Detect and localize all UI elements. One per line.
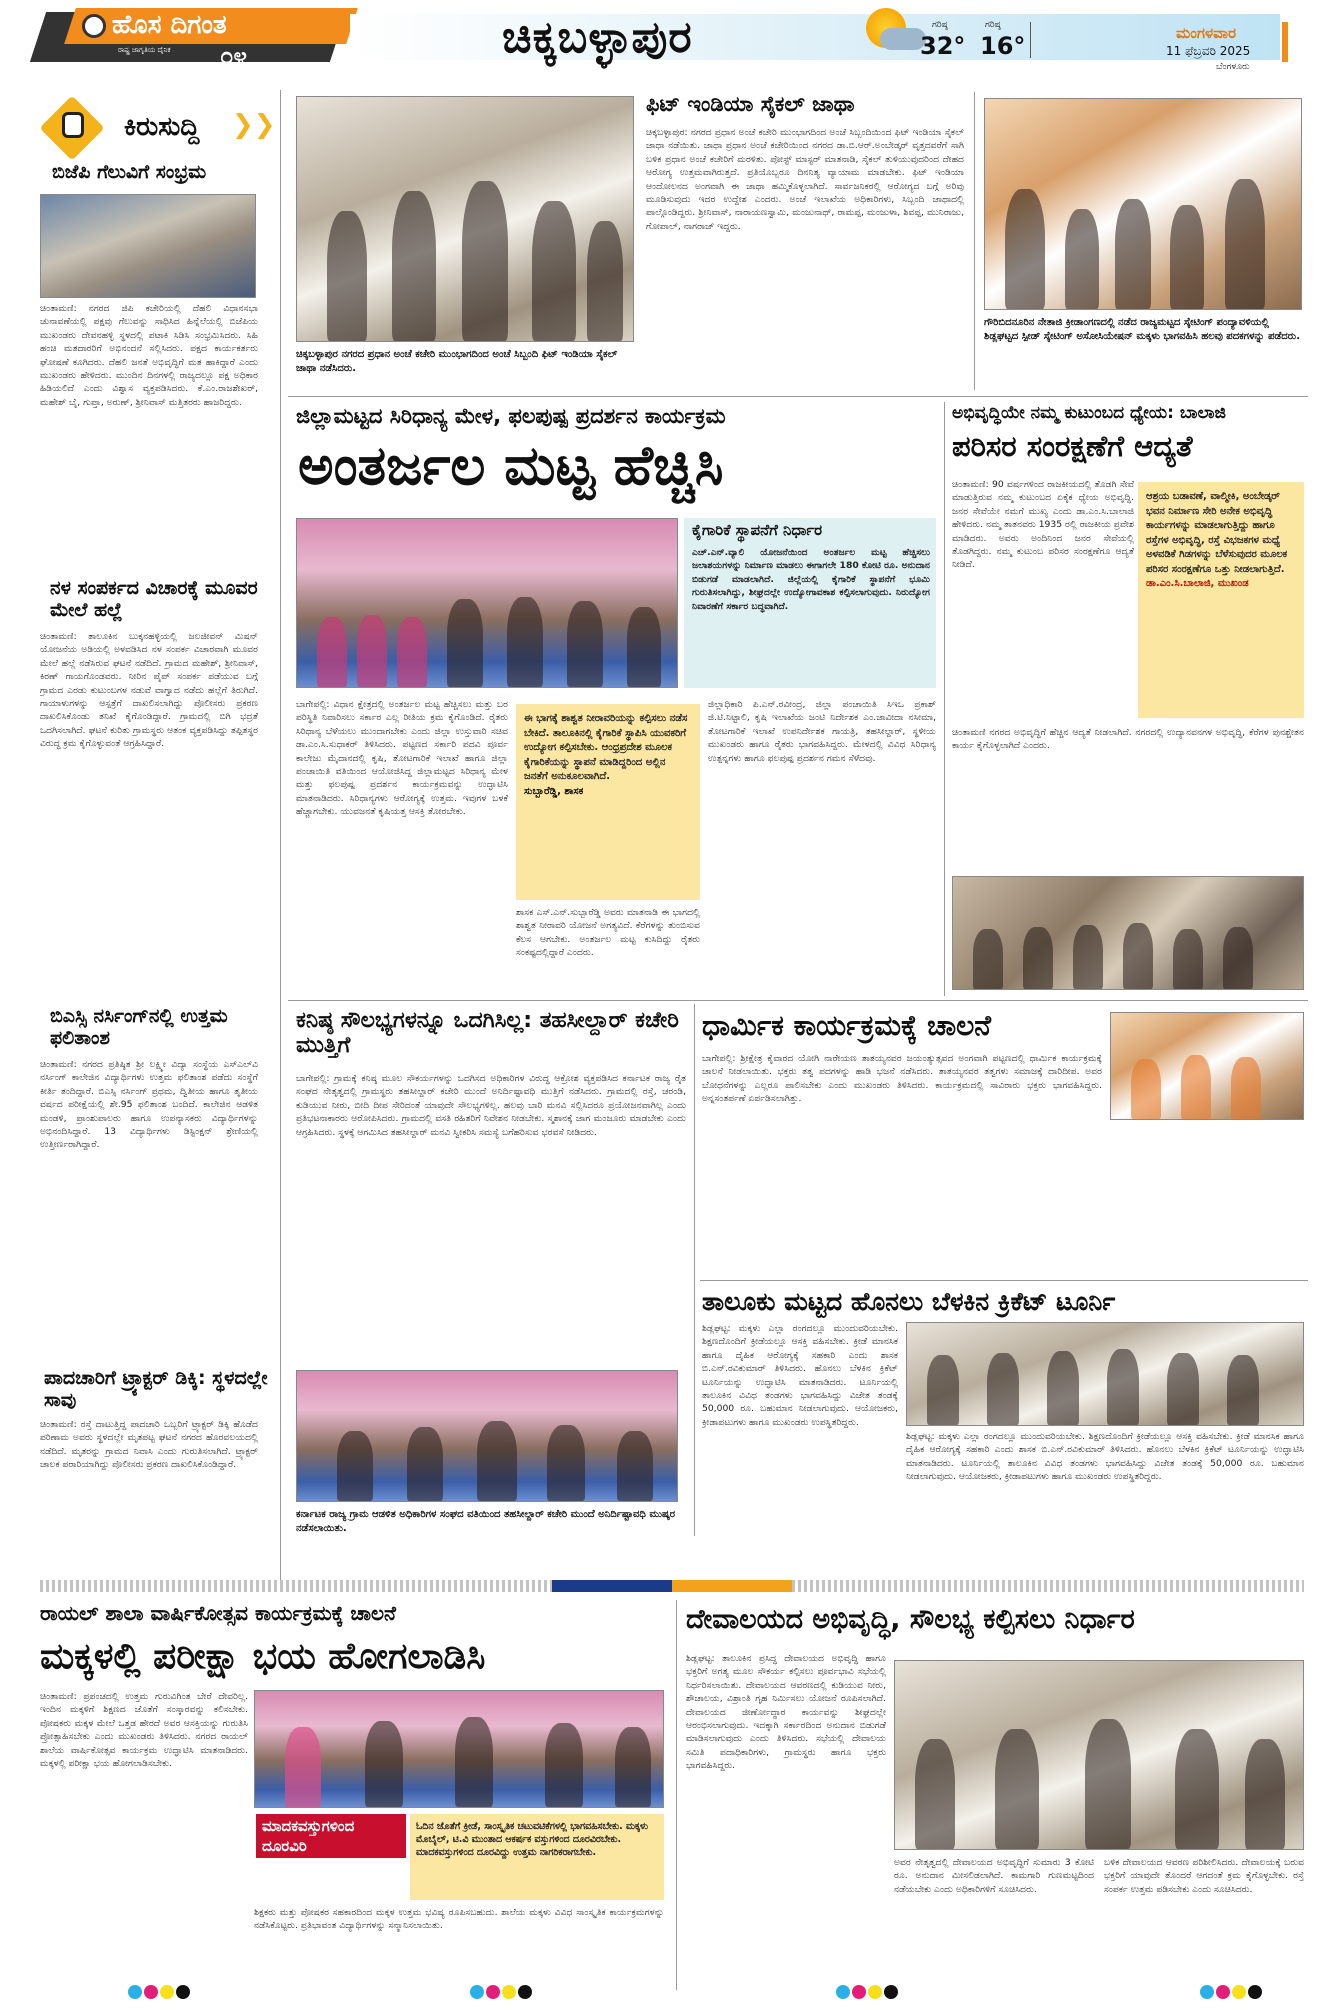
dharmika-photo — [1110, 1012, 1304, 1120]
royal-quote-box — [410, 1814, 664, 1900]
brand-name: ಹೊಸ ದಿಗಂತ — [112, 10, 227, 40]
parisara-kicker: ಅಭಿವೃದ್ಧಿಯೇ ನಮ್ಮ ಕುಟುಂಬದ ಧ್ಯೇಯ: ಬಾಲಾಜಿ — [952, 403, 1226, 423]
brief-2-headline: ನಳ ಸಂಪರ್ಕದ ವಿಚಾರಕ್ಕೆ ಮೂವರ ಮೇಲೆ ಹಲ್ಲೆ — [50, 577, 258, 621]
registration-mark — [836, 1985, 850, 1999]
lead-kicker: ಜಿಲ್ಲಾಮಟ್ಟದ ಸಿರಿಧಾನ್ಯ ಮೇಳ, ಫಲಪುಷ್ಪ ಪ್ರದರ್ಶನ ಕಾರ್ಯಕ್ರಮ — [296, 404, 726, 428]
lead-body-2: ಶಾಸಕ ಎಸ್.ಎನ್.ಸುಬ್ಬಾರೆಡ್ಡಿ ಅವರು ಮಾತನಾಡಿ ಈ ಭಾಗದಲ್ಲಿ ಶಾಶ್ವತ ನೀರಾವರಿ ಯೋಜನೆ ಅಗತ್ಯವಿದೆ. ಕೆರೆಗಳನ್ನು ತುಂಬಿಸುವ ಕೆಲಸ ಆಗಬೇಕು. ಅಂತರ್ಜಲ ಮಟ್ಟ ಕುಸಿದಿದ್ದು ರೈತರು ಸಂಕಷ್ಟದಲ್ಲಿದ್ದಾರೆ ಎಂದರು. — [516, 907, 700, 959]
lead-quote-byline: ಸುಬ್ಬಾರೆಡ್ಡಿ, ಶಾಸಕ — [524, 785, 584, 797]
royal-body-2: ಶಿಕ್ಷಕರು ಮತ್ತು ಪೋಷಕರ ಸಹಕಾರದಿಂದ ಮಕ್ಕಳ ಉತ್ತಮ ಭವಿಷ್ಯ ರೂಪಿಸಬಹುದು. ಶಾಲೆಯ ಮಕ್ಕಳು ವಿವಿಧ ಸಾಂಸ್ಕೃತಿಕ ಕಾರ್ಯಕ್ರಮಗಳನ್ನು ನಡೆಸಿಕೊಟ್ಟರು. ಪ್ರತಿಭಾವಂತ ವಿದ್ಯಾರ್ಥಿಗಳನ್ನು ಸನ್ಮಾನಿಸಲಾಯಿತು. — [254, 1907, 664, 1932]
lead-quote-text: ಈ ಭಾಗಕ್ಕೆ ಶಾಶ್ವತ ನೀರಾವರಿಯನ್ನು ಕಲ್ಪಿಸಲು ನಡೆಸ ಬೇಕಿದೆ. ತಾಲೂಕಿನಲ್ಲಿ ಕೈಗಾರಿಕೆ ಸ್ಥಾಪಿಸಿ ಯುವಕರಿಗೆ ಉದ್ಯೋಗ ಕಲ್ಪಿಸಬೇಕು. ಆಂಧ್ರಪ್ರದೇಶ ಮೂಲಕ ಕೈಗಾರಿಕೆಯನ್ನು ಸ್ಥಾಪನೆ ಮಾಡಿದ್ದರಿಂದ ಅಲ್ಲಿನ ಜನತೆಗೆ ಅನುಕೂಲವಾಗಿದೆ. — [524, 713, 688, 782]
lead-headline: ಅಂತರ್ಜಲ ಮಟ್ಟ ಹೆಚ್ಚಿಸಿ — [298, 433, 724, 497]
masthead-day: ಮಂಗಳವಾರ — [1176, 24, 1237, 42]
registration-mark — [1248, 1985, 1262, 1999]
parisara-quote-box — [1138, 482, 1304, 718]
temple-body-2: ಅವರ ನೇತೃತ್ವದಲ್ಲಿ ದೇವಾಲಯದ ಅಭಿವೃದ್ಧಿಗೆ ಸುಮಾರು 3 ಕೋಟಿ ರೂ. ಅನುದಾನ ಮೀಸಲಿಡಲಾಗಿದೆ. ಕಾಮಗಾರಿ ಗುಣಮಟ್ಟದಿಂದ ನಡೆಯಬೇಕು ಎಂದು ಅಧಿಕಾರಿಗಳಿಗೆ ಸೂಚಿಸಿದರು. — [894, 1857, 1094, 1895]
dharmika-headline: ಧಾರ್ಮಿಕ ಕಾರ್ಯಕ್ರಮಕ್ಕೆ ಚಾಲನೆ — [702, 1009, 991, 1042]
registration-mark — [470, 1985, 484, 1999]
page-number: ೦೪ — [220, 42, 247, 70]
max-temp-label: ಗರಿಷ್ಠ — [932, 20, 948, 30]
masthead-divider — [1030, 22, 1031, 58]
kanishta-body: ಬಾಗೇಪಲ್ಲಿ: ಗ್ರಾಮಕ್ಕೆ ಕನಿಷ್ಠ ಮೂಲ ಸೌಕರ್ಯಗಳನ್ನು ಒದಗಿಸದ ಅಧಿಕಾರಿಗಳ ವಿರುದ್ಧ ಆಕ್ರೋಶ ವ್ಯಕ್ತಪಡಿಸಿದ ಕರ್ನಾಟಕ ರಾಜ್ಯ ರೈತ ಸಂಘದ ನೇತೃತ್ವದಲ್ಲಿ ಗ್ರಾಮಸ್ಥರು ತಹಸೀಲ್ದಾರ್ ಕಚೇರಿ ಮುಂದೆ ಅನಿರ್ದಿಷ್ಟಾವಧಿ ಮುತ್ತಿಗೆ ನಡೆಸಿದರು. ಗ್ರಾಮದಲ್ಲಿ ರಸ್ತೆ, ಚರಂಡಿ, ಕುಡಿಯುವ ನೀರು, ಬೀದಿ ದೀಪ ಸೇರಿದಂತೆ ಯಾವುದೇ ಸೌಲಭ್ಯಗಳಿಲ್ಲ. ಹಲವು ಬಾರಿ ಮನವಿ ಸಲ್ಲಿಸಿದರೂ ಪ್ರಯೋಜನವಾಗಿಲ್ಲ ಎಂದು ಪ್ರತಿಭಟನಾಕಾರರು ಆರೋಪಿಸಿದರು. ಗ್ರಾಮದಲ್ಲಿ ವಸತಿ ರಹಿತರಿಗೆ ನಿವೇಶನ ನೀಡಬೇಕು. ಸ್ಮಶಾನಕ್ಕೆ ಜಾಗ ಮಂಜೂರು ಮಾಡಬೇಕು ಎಂದು ಆಗ್ರಹಿಸಿದರು. ಸ್ಥಳಕ್ಕೆ ಆಗಮಿಸಿದ ತಹಸೀಲ್ದಾರ್ ಮನವಿ ಸ್ವೀಕರಿಸಿ ಸಮಸ್ಯೆ ಬಗೆಹರಿಸುವ ಭರವಸೆ ನೀಡಿದರು. — [296, 1073, 686, 1138]
brief-1-photo — [40, 194, 256, 298]
registration-mark — [868, 1985, 882, 1999]
cricket-photo — [906, 1322, 1304, 1426]
brief-2-body: ಚಿಂತಾಮಣಿ: ತಾಲೂಕಿನ ಬುಕ್ಕನಹಳ್ಳಿಯಲ್ಲಿ ಜಲಜೀವನ್ ಮಿಷನ್ ಯೋಜನೆಯ ಅಡಿಯಲ್ಲಿ ಅಳವಡಿಸಿದ ನಳ ಸಂಪರ್ಕ ವಿಚಾರವಾಗಿ ಮೂವರ ಮೇಲೆ ಹಲ್ಲೆ ನಡೆಸಿರುವ ಘಟನೆ ನಡೆದಿದೆ. ಗ್ರಾಮದ ಮಹೇಶ್, ಶ್ರೀನಿವಾಸ್, ಕಿರಣ್ ಗಾಯಗೊಂಡವರು. ನೀರಿನ ಪೈಪ್ ಸಂಪರ್ಕ ಪಡೆಯುವ ಬಗ್ಗೆ ಗ್ರಾಮದ ಎರಡು ಕುಟುಂಬಗಳ ನಡುವೆ ವಾಗ್ವಾದ ನಡೆದು ಹಲ್ಲೆಗೆ ತಿರುಗಿದೆ. ಗಾಯಾಳುಗಳನ್ನು ಆಸ್ಪತ್ರೆಗೆ ದಾಖಲಿಸಲಾಗಿದ್ದು ಪೊಲೀಸರು ಪ್ರಕರಣ ದಾಖಲಿಸಿಕೊಂಡು ತನಿಖೆ ಕೈಗೊಂಡಿದ್ದಾರೆ. ಗ್ರಾಮದಲ್ಲಿ ಬಿಗಿ ಭದ್ರತೆ ಒದಗಿಸಲಾಗಿದೆ. ಘಟನೆ ಕುರಿತು ಗ್ರಾಮಸ್ಥರು ಆತಂಕ ವ್ಯಕ್ತಪಡಿಸಿದ್ದು ತಪ್ಪಿತಸ್ಥರ ವಿರುದ್ಧ ಕ್ರಮ ಕೈಗೊಳ್ಳುವಂತೆ ಆಗ್ರಹಿಸಿದ್ದಾರೆ. — [40, 631, 258, 750]
masthead-sky-band — [350, 14, 1280, 60]
registration-mark — [128, 1985, 142, 1999]
temple-photo — [894, 1660, 1304, 1850]
brief-4-headline: ಪಾದಚಾರಿಗೆ ಟ್ರ್ಯಾಕ್ಟರ್ ಡಿಕ್ಕಿ: ಸ್ಥಳದಲ್ಲೇ ಸಾವು — [44, 1367, 268, 1411]
registration-mark — [518, 1985, 532, 1999]
min-temp: 16° — [980, 32, 1026, 60]
lead-quote-box — [516, 704, 700, 900]
parisara-headline: ಪರಿಸರ ಸಂರಕ್ಷಣೆಗೆ ಆದ್ಯತೆ — [952, 429, 1193, 463]
registration-mark — [144, 1985, 158, 1999]
cycle-body: ಚಿಕ್ಕಬಳ್ಳಾಪುರ: ನಗರದ ಪ್ರಧಾನ ಅಂಚೆ ಕಚೇರಿ ಮುಂಭಾಗದಿಂದ ಅಂಚೆ ಸಿಬ್ಬಂದಿಯಿಂದ ಫಿಟ್ ಇಂಡಿಯಾ ಸೈಕಲ್ ಜಾಥಾ ನಡೆಯಿತು. ಜಾಥಾ ಪ್ರಧಾನ ಅಂಚೆ ಕಚೇರಿಯಿಂದ ನಗರದ ಡಾ.ಬಿ.ಆರ್.ಅಂಬೇಡ್ಕರ್ ವೃತ್ತದವರೆಗೆ ಸಾಗಿ ಬಳಿಕ ಪ್ರಧಾನ ಅಂಚೆ ಕಚೇರಿಗೆ ಮರಳಿತು. ಪೋಸ್ಟ್ ಮಾಸ್ಟರ್ ಮಾತನಾಡಿ, ಸೈಕಲ್ ತುಳಿಯುವುದರಿಂದ ದೇಹದ ಆರೋಗ್ಯ ಉತ್ತಮವಾಗಿರುತ್ತದೆ. ಪ್ರತಿಯೊಬ್ಬರೂ ದಿನನಿತ್ಯ ವ್ಯಾಯಾಮ ಮಾಡಬೇಕು. ಫಿಟ್ ಇಂಡಿಯಾ ಆಂದೋಲನದ ಅಂಗವಾಗಿ ಈ ಜಾಥಾ ಹಮ್ಮಿಕೊಳ್ಳಲಾಗಿದೆ. ಸಾರ್ವಜನಿಕರಲ್ಲಿ ಆರೋಗ್ಯದ ಬಗ್ಗೆ ಅರಿವು ಮೂಡಿಸುವುದು ಇದರ ಉದ್ದೇಶ ಎಂದರು. ಅಂಚೆ ಇಲಾಖೆಯ ಅಧಿಕಾರಿಗಳು, ಸಿಬ್ಬಂದಿ ಜಾಥಾದಲ್ಲಿ ಪಾಲ್ಗೊಂಡಿದ್ದರು. ಶ್ರೀನಿವಾಸ್, ನಾರಾಯಣಸ್ವಾಮಿ, ಮಂಜುನಾಥ್, ರಾಮಪ್ಪ, ಮಂಜುಳಾ, ಶಿವಪ್ಪ, ಮುನಿರಾಜು, ಗೋಪಾಲ್, ನಾಗರಾಜ್ ಇದ್ದರು. — [646, 127, 964, 232]
registration-mark — [1232, 1985, 1246, 1999]
brand-logo-icon — [82, 14, 106, 38]
brief-4-body: ಚಿಂತಾಮಣಿ: ರಸ್ತೆ ದಾಟುತ್ತಿದ್ದ ಪಾದಚಾರಿ ಒಬ್ಬರಿಗೆ ಟ್ರ್ಯಾಕ್ಟರ್ ಡಿಕ್ಕಿ ಹೊಡೆದ ಪರಿಣಾಮ ಅವರು ಸ್ಥಳದಲ್ಲೇ ಮೃತಪಟ್ಟ ಘಟನೆ ನಗರದ ಹೊರವಲಯದಲ್ಲಿ ನಡೆದಿದೆ. ಮೃತರನ್ನು ಗ್ರಾಮದ ನಿವಾಸಿ ಎಂದು ಗುರುತಿಸಲಾಗಿದೆ. ಟ್ರ್ಯಾಕ್ಟರ್ ಚಾಲಕ ಪರಾರಿಯಾಗಿದ್ದು ಪೊಲೀಸರು ಪ್ರಕರಣ ದಾಖಲಿಸಿಕೊಂಡಿದ್ದಾರೆ. — [40, 1419, 258, 1471]
registration-mark — [486, 1985, 500, 1999]
hand-pointing-icon — [62, 112, 84, 138]
skating-photo — [984, 98, 1302, 310]
cycle-caption: ಚಿಕ್ಕಬಳ್ಳಾಪುರ ನಗರದ ಪ್ರಧಾನ ಅಂಚೆ ಕಚೇರಿ ಮುಂಭಾಗದಿಂದ ಅಂಚೆ ಸಿಬ್ಬಂದಿ ಫಿಟ್ ಇಂಡಿಯಾ ಸೈಕಲ್ ಜಾಥಾ ನಡೆಸಿದರು. — [296, 349, 618, 374]
brief-3-headline: ಬಿಎಸ್ಸಿ ನರ್ಸಿಂಗ್‌ನಲ್ಲಿ ಉತ್ತಮ ಫಲಿತಾಂಶ — [50, 1005, 228, 1049]
parisara-body: ಚಿಂತಾಮಣಿ: 90 ವರ್ಷಗಳಿಂದ ರಾಜಕೀಯದಲ್ಲಿ ತೊಡಗಿ ಸೇವೆ ಮಾಡುತ್ತಿರುವ ನಮ್ಮ ಕುಟುಂಬದ ಏಕೈಕ ಧ್ಯೇಯ ಅಭಿವೃದ್ಧಿ. ಜನರ ಸೇವೆಯೇ ನಮಗೆ ಮುಖ್ಯ ಎಂದು ಡಾ.ಎಂ.ಸಿ.ಬಾಲಾಜಿ ಹೇಳಿದರು. ನಮ್ಮ ತಾತನವರು 1935 ರಲ್ಲಿ ರಾಜಕೀಯ ಪ್ರವೇಶ ಮಾಡಿದರು. ಅವರು ಅಂದಿನಿಂದ ಜನರ ಸೇವೆಯಲ್ಲಿ ತೊಡಗಿದ್ದರು. ನಮ್ಮ ಕುಟುಂಬ ಪರಿಸರ ಸಂರಕ್ಷಣೆಗೂ ಆದ್ಯತೆ ನೀಡಿದೆ. — [952, 479, 1134, 571]
section-color-bar — [40, 1580, 1304, 1592]
kanishta-photo — [296, 1370, 678, 1502]
brief-1-headline: ಬಿಜೆಪಿ ಗೆಲುವಿಗೆ ಸಂಭ್ರಮ — [52, 161, 207, 183]
cricket-body-2: ಶಿಡ್ಲಘಟ್ಟ: ಮಕ್ಕಳು ಎಲ್ಲಾ ರಂಗದಲ್ಲೂ ಮುಂದುವರಿಯಬೇಕು. ಶಿಕ್ಷಣದೊಂದಿಗೆ ಕ್ರೀಡೆಯಲ್ಲೂ ಆಸಕ್ತಿ ವಹಿಸಬೇಕು. ಕ್ರೀಡೆ ಮಾನಸಿಕ ಹಾಗೂ ದೈಹಿಕ ಆರೋಗ್ಯಕ್ಕೆ ಸಹಕಾರಿ ಎಂದು ಶಾಸಕ ಬಿ.ಎನ್.ರವಿಕುಮಾರ್ ತಿಳಿಸಿದರು. ಹೊನಲು ಬೆಳಕಿನ ಕ್ರಿಕೆಟ್ ಟೂರ್ನಿಯನ್ನು ಉದ್ಘಾಟಿಸಿ ಮಾತನಾಡಿದರು. ಟೂರ್ನಿಯಲ್ಲಿ ತಾಲೂಕಿನ ವಿವಿಧ ತಂಡಗಳು ಭಾಗವಹಿಸಿದ್ದು ವಿಜೇತ ತಂಡಕ್ಕೆ 50,000 ರೂ. ಬಹುಮಾನ ನೀಡಲಾಗುವುದು. ಆಯೋಜಕರು, ಕ್ರೀಡಾಪಟುಗಳು ಹಾಗೂ ಮುಖಂಡರು ಉಪಸ್ಥಿತರಿದ್ದರು. — [906, 1431, 1304, 1483]
parisara-quote-text: ಆಶ್ರಯ ಬಡಾವಣೆ, ವಾಲ್ಮೀಕಿ, ಅಂಬೇಡ್ಕರ್ ಭವನ ನಿರ್ಮಾಣ ಸೇರಿ ಅನೇಕ ಅಭಿವೃದ್ಧಿ ಕಾರ್ಯಗಳನ್ನು ಮಾಡಲಾಗುತ್ತಿದ್ದು ಹಾಗೂ ರಸ್ತೆಗಳ ಅಭಿವೃದ್ಧಿ, ರಸ್ತೆ ವಿಭಜಕಗಳ ಮಧ್ಯೆ ಅಳವಡಿಕೆ ಗಿಡಗಳನ್ನು ಬೆಳೆಸುವುದರ ಮೂಲಕ ಪರಿಸರ ಸಂರಕ್ಷಣೆಗೂ ಒತ್ತು ನೀಡಲಾಗುತ್ತಿದೆ. — [1146, 491, 1288, 575]
brand-tagline: ರಾಷ್ಟ್ರ ಜಾಗೃತಿಯ ದೈನಿಕ — [118, 46, 171, 54]
royal-body: ಚಿಂತಾಮಣಿ: ಪ್ರಪಂಚದಲ್ಲಿ ಉತ್ತಮ ಗುರುವಿಗಿಂತ ಬೇರೆ ದೇವರಿಲ್ಲ. ಇಂದಿನ ಮಕ್ಕಳಿಗೆ ಶಿಕ್ಷಣದ ಜೊತೆಗೆ ಸಂಸ್ಕಾರವನ್ನು ಕಲಿಸಬೇಕು. ಪೋಷಕರು ಮಕ್ಕಳ ಮೇಲೆ ಒತ್ತಡ ಹೇರದೆ ಅವರ ಆಸಕ್ತಿಯನ್ನು ಗುರುತಿಸಿ ಪ್ರೋತ್ಸಾಹಿಸಬೇಕು ಎಂದು ಮುಖಂಡರು ತಿಳಿಸಿದರು. ನಗರದ ರಾಯಲ್ ಶಾಲೆಯ ವಾರ್ಷಿಕೋತ್ಸವ ಕಾರ್ಯಕ್ರಮ ಉದ್ಘಾಟಿಸಿ ಮಾತನಾಡಿದರು. ಮಕ್ಕಳಲ್ಲಿ ಪರೀಕ್ಷಾ ಭಯ ಹೋಗಲಾಡಿಸಬೇಕು. — [40, 1691, 248, 1770]
divider-cricket — [700, 1280, 1308, 1281]
masthead-date: 11 ಫೆಬ್ರವರಿ 2025 — [1166, 44, 1251, 58]
max-temp: 32° — [920, 32, 966, 60]
kanishta-caption: ಕರ್ನಾಟಕ ರಾಜ್ಯ ಗ್ರಾಮ ಆಡಳಿತ ಅಧಿಕಾರಿಗಳ ಸಂಘದ ವತಿಯಿಂದ ತಹಸೀಲ್ದಾರ್ ಕಚೇರಿ ಮುಂದೆ ಅನಿರ್ದಿಷ್ಟಾವಧಿ ಮುಷ್ಕರ ನಡೆಸಲಾಯಿತು. — [296, 1509, 676, 1534]
cycle-photo — [296, 96, 634, 342]
royal-kicker: ರಾಯಲ್ ಶಾಲಾ ವಾರ್ಷಿಕೋತ್ಸವ ಕಾರ್ಯಕ್ರಮಕ್ಕೆ ಚಾಲನೆ — [40, 1601, 396, 1625]
lead-body-1: ಬಾಗೇಪಲ್ಲಿ: ವಿಧಾನ ಕ್ಷೇತ್ರದಲ್ಲಿ ಅಂತರ್ಜಲ ಮಟ್ಟ ಹೆಚ್ಚಿಸಲು ಮತ್ತು ಬರ ಪರಿಸ್ಥಿತಿ ನಿವಾರಿಸಲು ಸರ್ಕಾರ ಎಲ್ಲ ರೀತಿಯ ಕ್ರಮ ಕೈಗೊಂಡಿದೆ. ರೈತರು ಸಿರಿಧಾನ್ಯ ಬೆಳೆಯಲು ಮುಂದಾಗಬೇಕು ಎಂದು ಜಿಲ್ಲಾ ಉಸ್ತುವಾರಿ ಸಚಿವ ಡಾ.ಎಂ.ಸಿ.ಸುಧಾಕರ್ ತಿಳಿಸಿದರು. ಪಟ್ಟಣದ ಸರ್ಕಾರಿ ಪದವಿ ಪೂರ್ವ ಕಾಲೇಜು ಮೈದಾನದಲ್ಲಿ ಕೃಷಿ, ತೋಟಗಾರಿಕೆ ಇಲಾಖೆ ಹಾಗೂ ಜಿಲ್ಲಾ ಪಂಚಾಯಿತಿ ವತಿಯಿಂದ ಆಯೋಜಿಸಿದ್ದ ಜಿಲ್ಲಾಮಟ್ಟದ ಸಿರಿಧಾನ್ಯ ಮೇಳ ಮತ್ತು ಫಲಪುಷ್ಪ ಪ್ರದರ್ಶನ ಕಾರ್ಯಕ್ರಮವನ್ನು ಉದ್ಘಾಟಿಸಿ ಮಾತನಾಡಿದರು. ಸಿರಿಧಾನ್ಯಗಳು ಆರೋಗ್ಯಕ್ಕೆ ಉತ್ತಮ. ಇವುಗಳ ಬಳಕೆ ಹೆಚ್ಚಾಗಬೇಕು. ಯುವಜನತೆ ಕೃಷಿಯತ್ತ ಆಸಕ್ತಿ ತೋರಬೇಕು. — [296, 699, 508, 818]
registration-mark — [160, 1985, 174, 1999]
masthead — [0, 0, 1339, 78]
dharmika-body: ಬಾಗೇಪಲ್ಲಿ: ಶ್ರೀಕ್ಷೇತ್ರ ಕೈವಾರದ ಯೋಗಿ ನಾರೇಯಣ ತಾತಯ್ಯನವರ ಜಯಂತ್ಯುತ್ಸವದ ಅಂಗವಾಗಿ ಪಟ್ಟಣದಲ್ಲಿ ಧಾರ್ಮಿಕ ಕಾರ್ಯಕ್ರಮಕ್ಕೆ ಚಾಲನೆ ನೀಡಲಾಯಿತು. ಭಕ್ತರು ತತ್ವ ಪದಗಳನ್ನು ಹಾಡಿ ಭಜನೆ ನಡೆಸಿದರು. ತಾತಯ್ಯನವರ ತತ್ವಗಳು ಸಮಾಜಕ್ಕೆ ದಾರಿದೀಪ. ಅವರ ಬೋಧನೆಗಳನ್ನು ಎಲ್ಲರೂ ಪಾಲಿಸಬೇಕು ಎಂದು ಮುಖಂಡರು ತಿಳಿಸಿದರು. ಕಾರ್ಯಕ್ರಮದಲ್ಲಿ ಸಾವಿರಾರು ಭಕ್ತರು ಭಾಗವಹಿಸಿದ್ದರು. ಅನ್ನಸಂತರ್ಪಣೆ ಏರ್ಪಡಿಸಲಾಗಿತ್ತು. — [702, 1053, 1102, 1105]
royal-quote-text: ಓದಿನ ಜೊತೆಗೆ ಕ್ರೀಡೆ, ಸಾಂಸ್ಕೃತಿಕ ಚಟುವಟಿಕೆಗಳಲ್ಲಿ ಭಾಗವಹಿಸಬೇಕು. ಮಕ್ಕಳು ಮೊಬೈಲ್, ಟಿ.ವಿ ಮುಂತಾದ ಆಕರ್ಷಕ ವಸ್ತುಗಳಿಂದ ದೂರವಿರಬೇಕು. ಮಾದಕವಸ್ತುಗಳಿಂದ ದೂರವಿದ್ದು ಉತ್ತಮ ನಾಗರಿಕರಾಗಬೇಕು. — [416, 1821, 649, 1858]
temple-body: ಶಿಡ್ಲಘಟ್ಟ: ತಾಲೂಕಿನ ಪ್ರಸಿದ್ಧ ದೇವಾಲಯದ ಅಭಿವೃದ್ಧಿ ಹಾಗೂ ಭಕ್ತರಿಗೆ ಅಗತ್ಯ ಮೂಲ ಸೌಕರ್ಯ ಕಲ್ಪಿಸಲು ಪೂರ್ವಭಾವಿ ಸಭೆಯಲ್ಲಿ ನಿರ್ಧರಿಸಲಾಯಿತು. ದೇವಾಲಯದ ಆವರಣದಲ್ಲಿ ಕುಡಿಯುವ ನೀರು, ಶೌಚಾಲಯ, ವಿಶ್ರಾಂತಿ ಗೃಹ ನಿರ್ಮಿಸಲು ಯೋಜನೆ ರೂಪಿಸಲಾಗಿದೆ. ದೇವಾಲಯದ ಜೀರ್ಣೋದ್ಧಾರ ಕಾರ್ಯವನ್ನು ಶೀಘ್ರದಲ್ಲೇ ಆರಂಭಿಸಲಾಗುವುದು. ಇದಕ್ಕಾಗಿ ಸರ್ಕಾರದಿಂದ ಅನುದಾನ ಬಿಡುಗಡೆ ಮಾಡಿಸಲಾಗುವುದು ಎಂದು ತಿಳಿಸಿದರು. ಸಭೆಯಲ್ಲಿ ದೇವಾಲಯ ಸಮಿತಿ ಪದಾಧಿಕಾರಿಗಳು, ಗ್ರಾಮಸ್ಥರು ಹಾಗೂ ಭಕ್ತರು ಭಾಗವಹಿಸಿದ್ದರು. — [686, 1653, 886, 1772]
brief-1-body: ಚಿಂತಾಮಣಿ: ನಗರದ ಜಿಪಿ ಕಚೇರಿಯಲ್ಲಿ ದೆಹಲಿ ವಿಧಾನಸಭಾ ಚುನಾವಣೆಯಲ್ಲಿ ಪಕ್ಷವು ಗೆಲುವನ್ನು ಸಾಧಿಸಿದ ಹಿನ್ನೆಲೆಯಲ್ಲಿ ಬಿಜೆಪಿಯ ಮುಖಂಡರು ದೇವನಹಳ್ಳಿ ಸ್ಥಳದಲ್ಲಿ ಪಟಾಕಿ ಸಿಡಿಸಿ ಸಂಭ್ರಮಿಸಿದರು. ಸಿಹಿ ಹಂಚಿ ಮತದಾರರಿಗೆ ಅಭಿನಂದನೆ ಸಲ್ಲಿಸಿದರು. ಪಕ್ಷದ ಕಾರ್ಯಕರ್ತರು ಘೋಷಣೆ ಕೂಗಿದರು. ದೆಹಲಿ ಜನತೆ ಅಭಿವೃದ್ಧಿಗೆ ಮತ ಹಾಕಿದ್ದಾರೆ ಎಂದು ಮುಖಂಡರು ಹೇಳಿದರು. ಮುಂದಿನ ದಿನಗಳಲ್ಲಿ ರಾಜ್ಯದಲ್ಲೂ ಪಕ್ಷ ಅಧಿಕಾರ ಹಿಡಿಯಲಿದೆ ಎಂದು ವಿಶ್ವಾಸ ವ್ಯಕ್ತಪಡಿಸಿದರು. ಕೆ.ಎಂ.ರಾಜಶೇಖರ್, ಮಹೇಶ್ ಬೈ, ಗುಪ್ತಾ, ಅರುಣ್, ಶ್ರೀನಿವಾಸ್ ಮತ್ತಿತರರು ಹಾಜರಿದ್ದರು. — [40, 303, 258, 408]
lead-body-3: ಜಿಲ್ಲಾಧಿಕಾರಿ ಪಿ.ಎನ್.ರವೀಂದ್ರ, ಜಿಲ್ಲಾ ಪಂಚಾಯಿತಿ ಸಿಇಒ ಪ್ರಕಾಶ್ ಜಿ.ಟಿ.ನಿಟ್ಟಾಲಿ, ಕೃಷಿ ಇಲಾಖೆಯ ಜಂಟಿ ನಿರ್ದೇಶಕ ಎಂ.ಜಾವೀದಾ ನಸೀಮಾ, ತೋಟಗಾರಿಕೆ ಇಲಾಖೆ ಉಪನಿರ್ದೇಶಕ ಗಾಯತ್ರಿ, ತಹಸೀಲ್ದಾರ್, ಸ್ಥಳೀಯ ಮುಖಂಡರು ಹಾಗೂ ರೈತರು ಭಾಗವಹಿಸಿದ್ದರು. ಮೇಳದಲ್ಲಿ ವಿವಿಧ ಸಿರಿಧಾನ್ಯ ಉತ್ಪನ್ನಗಳು ಹಾಗೂ ಫಲಪುಷ್ಪ ಪ್ರದರ್ಶನ ಗಮನ ಸೆಳೆದವು. — [708, 699, 936, 764]
lead-side-text: ಎಚ್.ಎನ್.ವ್ಯಾಲಿ ಯೋಜನೆಯಿಂದ ಅಂತರ್ಜಲ ಮಟ್ಟ ಹೆಚ್ಚಿಸಲು ಜಲಾಶಯಗಳನ್ನು ನಿರ್ಮಾಣ ಮಾಡಲು ಈಗಾಗಲೇ 180 ಕೋಟಿ ರೂ. ಅನುದಾನ ಬಿಡುಗಡೆ ಮಾಡಲಾಗಿದೆ. ಜಿಲ್ಲೆಯಲ್ಲಿ ಕೈಗಾರಿಕೆ ಸ್ಥಾಪನೆಗೆ ಭೂಮಿ ಗುರುತಿಸಲಾಗಿದ್ದು, ಶೀಘ್ರದಲ್ಲೇ ಉದ್ಯೋಗಾವಕಾಶ ಕಲ್ಪಿಸಲಾಗುವುದು. ನಿರುದ್ಯೋಗ ನಿವಾರಣೆಗೆ ಸರ್ಕಾರ ಬದ್ಧವಾಗಿದೆ. — [692, 547, 930, 612]
section-divider-top — [288, 396, 1308, 397]
cricket-body: ಶಿಡ್ಲಘಟ್ಟ: ಮಕ್ಕಳು ಎಲ್ಲಾ ರಂಗದಲ್ಲೂ ಮುಂದುವರಿಯಬೇಕು. ಶಿಕ್ಷಣದೊಂದಿಗೆ ಕ್ರೀಡೆಯಲ್ಲೂ ಆಸಕ್ತಿ ವಹಿಸಬೇಕು. ಕ್ರೀಡೆ ಮಾನಸಿಕ ಹಾಗೂ ದೈಹಿಕ ಆರೋಗ್ಯಕ್ಕೆ ಸಹಕಾರಿ ಎಂದು ಶಾಸಕ ಬಿ.ಎನ್.ರವಿಕುಮಾರ್ ತಿಳಿಸಿದರು. ಹೊನಲು ಬೆಳಕಿನ ಕ್ರಿಕೆಟ್ ಟೂರ್ನಿಯನ್ನು ಉದ್ಘಾಟಿಸಿ ಮಾತನಾಡಿದರು. ಟೂರ್ನಿಯಲ್ಲಿ ತಾಲೂಕಿನ ವಿವಿಧ ತಂಡಗಳು ಭಾಗವಹಿಸಿದ್ದು ವಿಜೇತ ತಂಡಕ್ಕೆ 50,000 ರೂ. ಬಹುಮಾನ ನೀಡಲಾಗುವುದು. ಆಯೋಜಕರು, ಕ್ರೀಡಾಪಟುಗಳು ಹಾಗೂ ಮುಖಂಡರು ಉಪಸ್ಥಿತರಿದ್ದರು. — [702, 1323, 898, 1428]
registration-mark — [502, 1985, 516, 1999]
parisara-quote-byline: ಡಾ.ಎಂ.ಸಿ.ಬಾಲಾಜಿ, ಮುಖಂಡ — [1146, 578, 1249, 589]
masthead-orange-tab — [1282, 22, 1288, 62]
parisara-body-2: ಚಿಂತಾಮಣಿ ನಗರದ ಅಭಿವೃದ್ಧಿಗೆ ಹೆಚ್ಚಿನ ಆದ್ಯತೆ ನೀಡಲಾಗಿದೆ. ನಗರದಲ್ಲಿ ಉದ್ಯಾನವನಗಳ ಅಭಿವೃದ್ಧಿ, ಕೆರೆಗಳ ಪುನಶ್ಚೇತನ ಕಾರ್ಯ ಕೈಗೊಳ್ಳಲಾಗಿದೆ ಎಂದರು. — [952, 727, 1304, 752]
registration-mark — [1216, 1985, 1230, 1999]
parisara-photo — [952, 876, 1304, 990]
registration-mark — [176, 1985, 190, 1999]
kirusuddi-label: ಕಿರುಸುದ್ದಿ — [124, 112, 200, 142]
kanishta-headline: ಕನಿಷ್ಠ ಸೌಲಭ್ಯಗಳನ್ನೂ ಒದಗಿಸಿಲ್ಲ: ತಹಸೀಲ್ದಾರ್ ಕಚೇರಿ ಮುತ್ತಿಗೆ — [296, 1008, 679, 1059]
cycle-headline: ಫಿಟ್ ಇಂಡಿಯಾ ಸೈಕಲ್ ಜಾಥಾ — [646, 92, 855, 116]
cricket-headline: ತಾಲೂಕು ಮಟ್ಟದ ಹೊನಲು ಬೆಳಕಿನ ಕ್ರಿಕೆಟ್ ಟೂರ್ನಿ — [702, 1287, 1116, 1316]
lead-photo — [296, 518, 678, 688]
temple-headline: ದೇವಾಲಯದ ಅಭಿವೃದ್ಧಿ, ಸೌಲಭ್ಯ ಕಲ್ಪಿಸಲು ನಿರ್ಧಾರ — [686, 1604, 1135, 1635]
royal-headline: ಮಕ್ಕಳಲ್ಲಿ ಪರೀಕ್ಷಾ ಭಯ ಹೋಗಲಾಡಿಸಿ — [40, 1635, 486, 1677]
edition-title: ಚಿಕ್ಕಬಳ್ಳಾಪುರ — [502, 12, 693, 63]
skating-caption: ಗೌರಿಬಿದನೂರಿನ ನೇತಾಜಿ ಕ್ರೀಡಾಂಗಣದಲ್ಲಿ ನಡೆದ ರಾಜ್ಯಮಟ್ಟದ ಸ್ಕೇಟಿಂಗ್ ಪಂದ್ಯಾವಳಿಯಲ್ಲಿ ಶಿಡ್ಲಘಟ್ಟದ ಸ್ಪೀಡ್ ಸ್ಕೇಟಿಂಗ್ ಅಸೋಸಿಯೇಷನ್ ಮಕ್ಕಳು ಭಾಗವಹಿಸಿ ಹಲವು ಪದಕಗಳನ್ನು ಪಡೆದರು. — [984, 317, 1301, 342]
brief-3-body: ಚಿಂತಾಮಣಿ: ನಗರದ ಪ್ರತಿಷ್ಠಿತ ಶ್ರೀ ಲಕ್ಷ್ಮೀ ವಿದ್ಯಾ ಸಂಸ್ಥೆಯ ಎಸ್‌ಎಲ್‌ವಿ ನರ್ಸಿಂಗ್ ಕಾಲೇಜಿನ ವಿದ್ಯಾರ್ಥಿಗಳು ಉತ್ತಮ ಫಲಿತಾಂಶ ಪಡೆದು ಸಂಸ್ಥೆಗೆ ಕೀರ್ತಿ ತಂದಿದ್ದಾರೆ. ಬಿಎಸ್ಸಿ ನರ್ಸಿಂಗ್ ಪ್ರಥಮ, ದ್ವಿತೀಯ ಹಾಗೂ ತೃತೀಯ ವರ್ಷದ ಪರೀಕ್ಷೆಯಲ್ಲಿ ಶೇ.95 ಫಲಿತಾಂಶ ಬಂದಿದೆ. ಕಾಲೇಜಿನ ಆಡಳಿತ ಮಂಡಳಿ, ಪ್ರಾಂಶುಪಾಲರು ಹಾಗೂ ಉಪನ್ಯಾಸಕರು ವಿದ್ಯಾರ್ಥಿಗಳನ್ನು ಅಭಿನಂದಿಸಿದ್ದಾರೆ. 13 ವಿದ್ಯಾರ್ಥಿಗಳು ಡಿಸ್ಟಿಂಕ್ಷನ್ ಶ್ರೇಣಿಯಲ್ಲಿ ಉತ್ತೀರ್ಣರಾಗಿದ್ದಾರೆ. — [40, 1059, 258, 1151]
registration-mark — [1200, 1985, 1214, 1999]
kirusuddi-chevrons: ❯❯ — [232, 110, 276, 140]
masthead-city: ಬೆಂಗಳೂರು — [1216, 62, 1250, 72]
column-divider-kanishta — [694, 1004, 695, 1536]
registration-mark — [852, 1985, 866, 1999]
column-divider-left — [280, 90, 281, 1590]
registration-mark — [884, 1985, 898, 1999]
column-divider-lead — [944, 402, 945, 996]
min-temp-label: ಗರಿಷ್ಠ — [985, 20, 1001, 30]
column-divider-cycle — [974, 92, 975, 390]
royal-photo — [254, 1690, 664, 1808]
section-divider-middle — [288, 1000, 1308, 1001]
column-divider-bottom — [676, 1600, 677, 1990]
temple-body-3: ಬಳಿಕ ದೇವಾಲಯದ ಆವರಣ ಪರಿಶೀಲಿಸಿದರು. ದೇವಾಲಯಕ್ಕೆ ಬರುವ ಭಕ್ತರಿಗೆ ಯಾವುದೇ ತೊಂದರೆ ಆಗದಂತೆ ಕ್ರಮ ಕೈಗೊಳ್ಳಬೇಕು. ರಸ್ತೆ ಸಂಪರ್ಕ ಉತ್ತಮ ಪಡಿಸಬೇಕು ಎಂದು ಸೂಚಿಸಿದರು. — [1104, 1857, 1304, 1895]
royal-box-title: ಮಾದಕವಸ್ತುಗಳಿಂದ ದೂರವಿರಿ — [262, 1817, 355, 1855]
lead-subheadline: ಕೈಗಾರಿಕೆ ಸ್ಥಾಪನೆಗೆ ನಿರ್ಧಾರ — [692, 521, 823, 539]
